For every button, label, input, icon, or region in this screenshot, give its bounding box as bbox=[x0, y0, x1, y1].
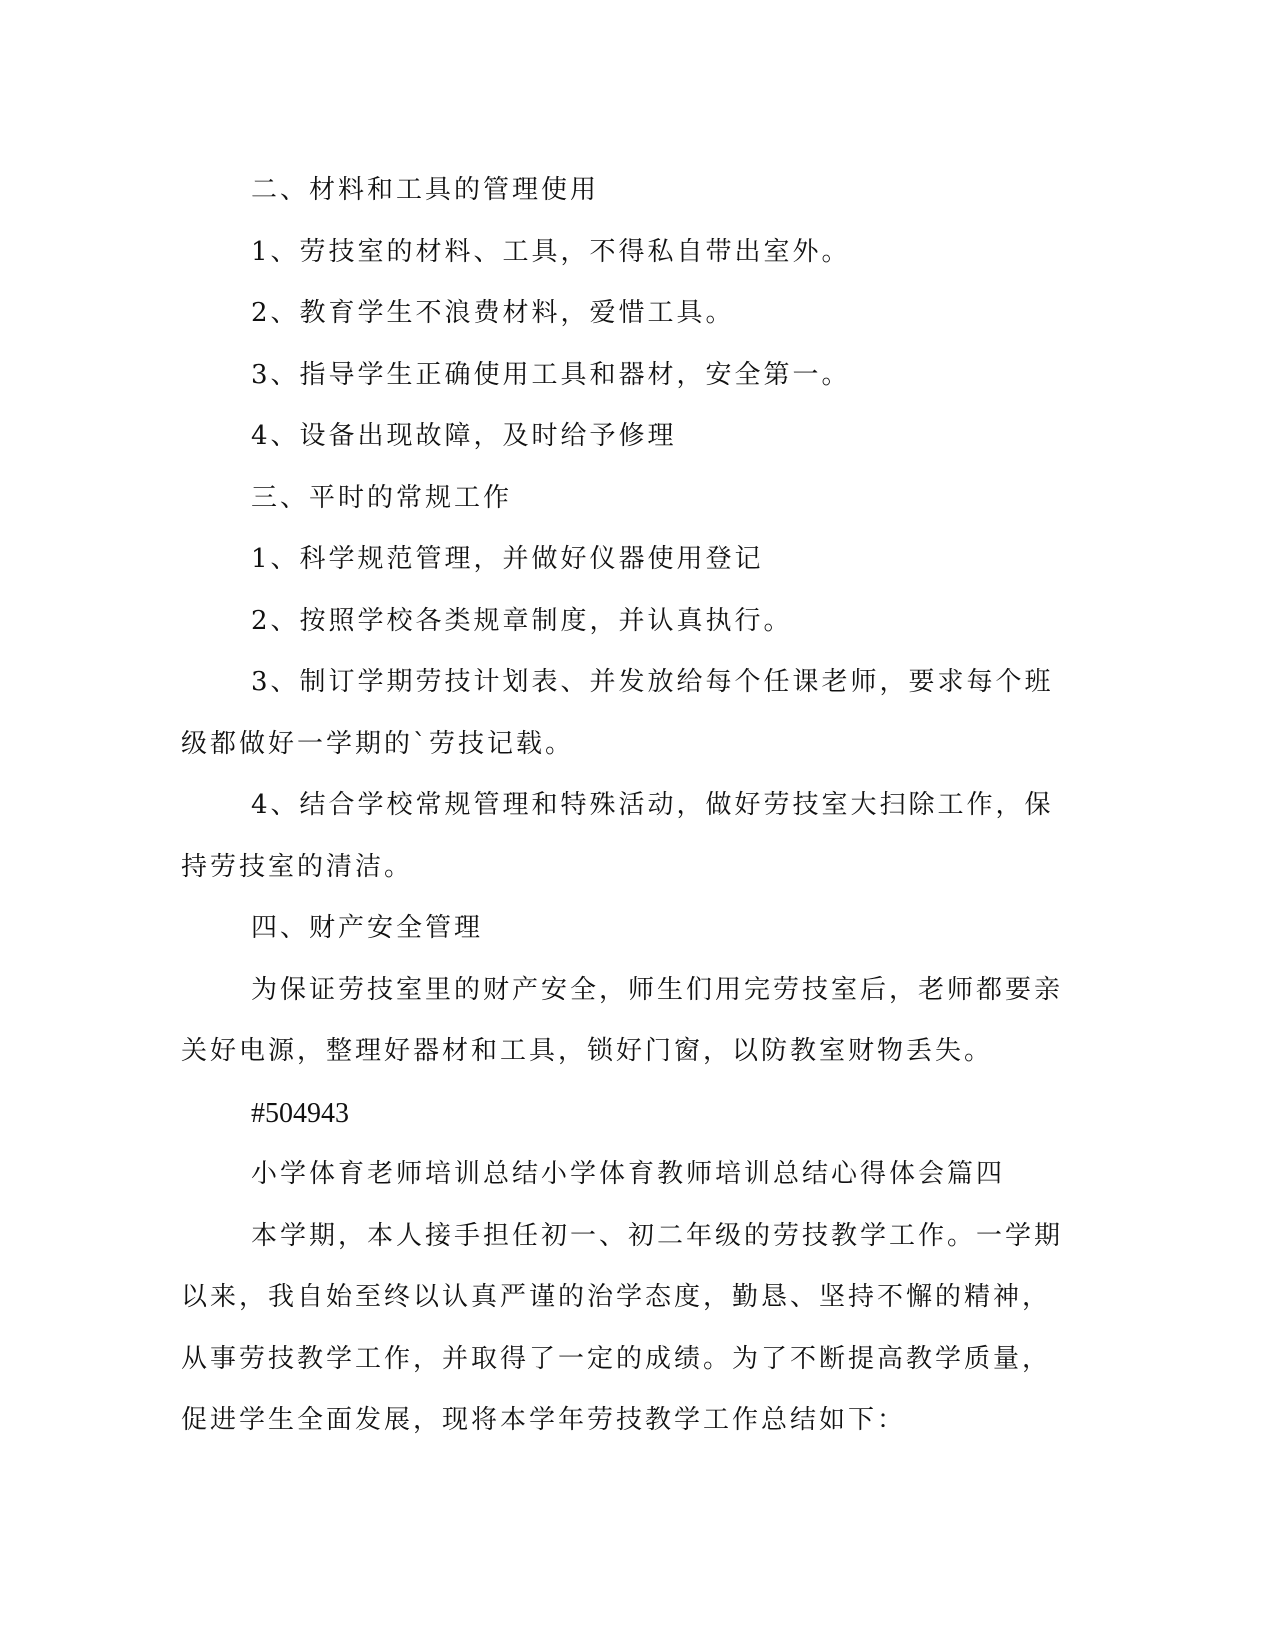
paragraph-item: 4、结合学校常规管理和特殊活动，做好劳技室大扫除工作，保 bbox=[251, 790, 1054, 820]
paragraph-continuation: 持劳技室的清洁。 bbox=[181, 851, 414, 882]
section-heading-materials-tools: 二、材料和工具的管理使用 bbox=[251, 175, 600, 205]
paragraph-continuation: 关好电源，整理好器材和工具，锁好门窗，以防教室财物丢失。 bbox=[181, 1036, 994, 1066]
article-title: 小学体育老师培训总结小学体育教师培训总结心得体会篇四 bbox=[251, 1159, 1006, 1189]
section-heading-property-safety: 四、财产安全管理 bbox=[251, 913, 484, 943]
paragraph-item: 2、按照学校各类规章制度，并认真执行。 bbox=[251, 605, 793, 636]
document-number: #504943 bbox=[251, 1097, 349, 1129]
paragraph-continuation: 促进学生全面发展，现将本学年劳技教学工作总结如下： bbox=[181, 1405, 907, 1435]
paragraph-item: 2、教育学生不浪费材料，爱惜工具。 bbox=[251, 298, 735, 328]
paragraph-item: 3、指导学生正确使用工具和器材，安全第一。 bbox=[251, 359, 851, 390]
paragraph-item: 1、劳技室的材料、工具，不得私自带出室外。 bbox=[251, 236, 851, 267]
paragraph-text: 为保证劳技室里的财产安全，师生们用完劳技室后，老师都要亲 bbox=[251, 974, 1064, 1005]
document-body bbox=[181, 160, 1064, 1452]
paragraph-item: 4、设备出现故障，及时给予修理 bbox=[251, 421, 677, 451]
paragraph-continuation: 以来，我自始至终以认真严谨的治学态度，勤恳、坚持不懈的精神， bbox=[181, 1282, 1052, 1312]
paragraph-text: 本学期，本人接手担任初一、初二年级的劳技教学工作。一学期 bbox=[251, 1220, 1064, 1251]
paragraph-continuation: 从事劳技教学工作，并取得了一定的成绩。为了不断提高教学质量， bbox=[181, 1343, 1052, 1374]
paragraph-item: 1、科学规范管理，并做好仪器使用登记 bbox=[251, 544, 764, 574]
paragraph-continuation: 级都做好一学期的`劳技记载。 bbox=[181, 728, 575, 759]
paragraph-item: 3、制订学期劳技计划表、并发放给每个任课老师，要求每个班 bbox=[251, 667, 1054, 697]
section-heading-routine-work: 三、平时的常规工作 bbox=[251, 482, 513, 513]
